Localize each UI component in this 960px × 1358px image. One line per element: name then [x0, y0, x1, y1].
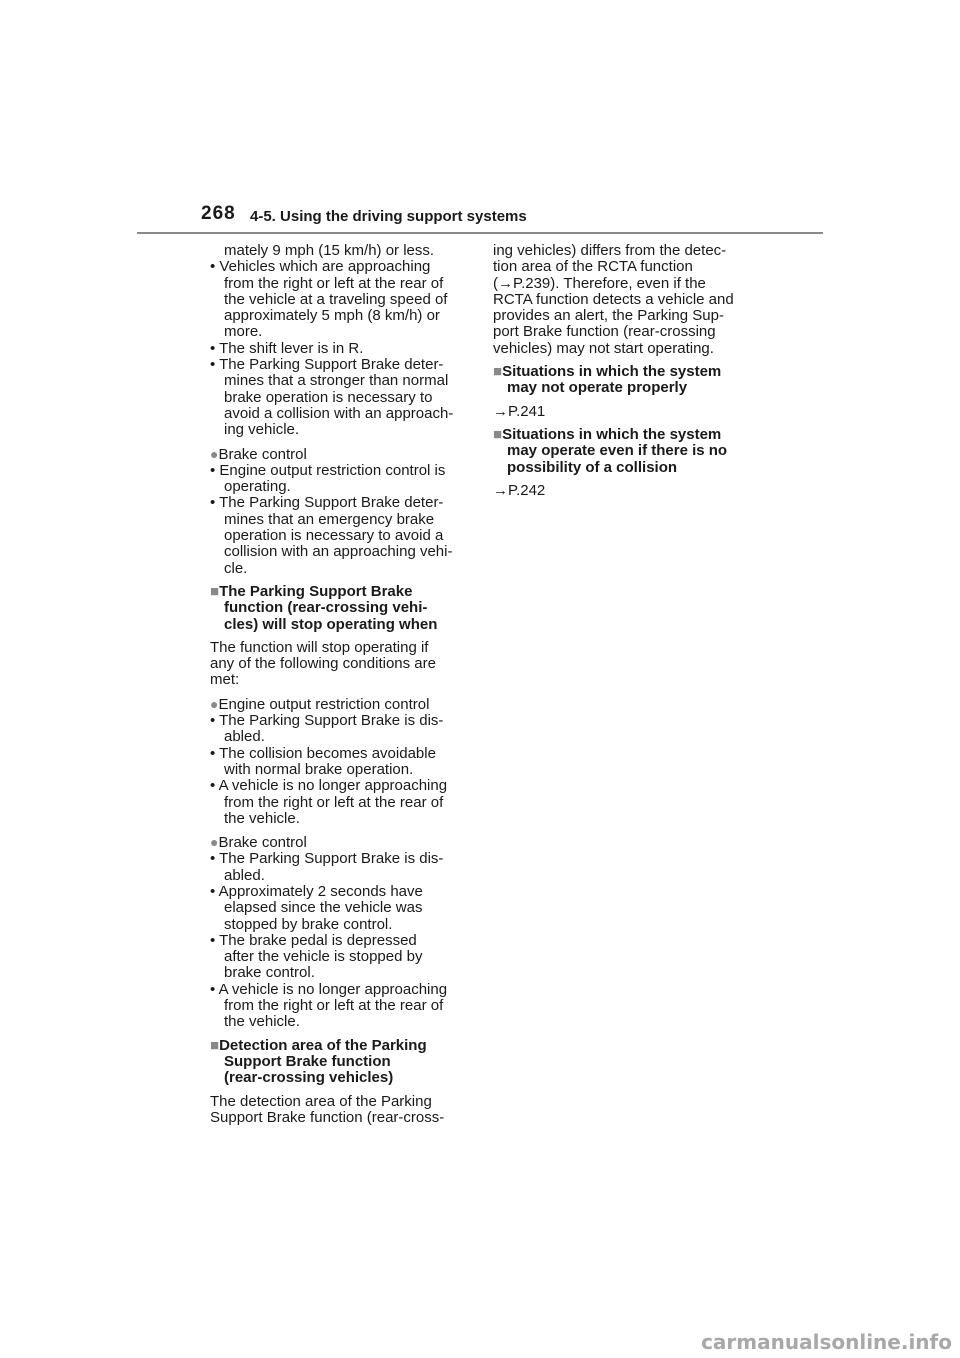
heading-detection-area: ■Detection area of the Parking Support Brake function (rear-crossing vehicles)	[210, 1036, 427, 1087]
square-bullet-icon: ■	[493, 363, 503, 381]
bullet-item: • The collision becomes avoidable with normal brake operation.	[210, 744, 436, 778]
section-title: 4-5. Using the driving support systems	[250, 208, 527, 225]
heading-may-not-operate: ■Situations in which the system may not operate properly	[493, 363, 722, 397]
bullet-item: • Engine output restriction control is operating.	[210, 461, 446, 496]
paragraph: The function will stop operating if any of the following conditions are met:	[210, 638, 436, 689]
left-column	[210, 243, 472, 1126]
page-reference-link[interactable]: →P.241	[493, 402, 546, 420]
bullet-item: • The Parking Support Brake deter- mines that a stronger than normal brake operation is necessary to avoid a collision with an approach- ing vehicle.	[210, 356, 454, 439]
page-reference-link[interactable]: →P.242	[493, 481, 546, 499]
subheading-brake-control: ●Brake control	[210, 445, 307, 463]
square-bullet-icon: ■	[210, 1036, 220, 1054]
bullet-item: • The shift lever is in R.	[210, 339, 364, 357]
subheading-engine-output: ●Engine output restriction control	[210, 695, 430, 713]
bullet-item: • The Parking Support Brake deter- mines that an emergency brake operation is necessary to avoid a collision with an approaching vehi- cle.	[210, 494, 453, 577]
bullet-item: • A vehicle is no longer approaching from the right or left at the rear of the vehicle.	[210, 980, 448, 1031]
bullet-item: • The Parking Support Brake is dis- abled.	[210, 712, 444, 746]
bullet-item: • Vehicles which are approaching from the right or left at the rear of the vehicle at a traveling speed of approximately 5 mph (8 km/h) or more.	[210, 258, 448, 341]
watermark: carmanualsonline.info	[701, 1330, 952, 1354]
circle-bullet-icon: ●	[210, 695, 219, 712]
page-number: 268	[201, 203, 236, 224]
heading-may-operate: ■Situations in which the system may operate even if there is no possibility of a collision	[493, 425, 728, 476]
square-bullet-icon: ■	[210, 582, 220, 600]
paragraph: The detection area of the Parking Support Brake function (rear-cross-	[210, 1092, 445, 1126]
paragraph: ing vehicles) differs from the detec- tion area of the RCTA function (→P.239). Therefore, even if the RCTA function detects a vehicle and provides an alert, the Parking Sup- port Brake function (rear-crossing vehicles) may not start operating.	[493, 242, 734, 357]
bullet-item: • The Parking Support Brake is dis- abled.	[210, 850, 444, 884]
subheading-brake-control: ●Brake control	[210, 834, 307, 852]
header-rule	[137, 232, 823, 234]
bullet-item: • Approximately 2 seconds have elapsed since the vehicle was stopped by brake control.	[210, 882, 423, 933]
bullet-item: • A vehicle is no longer approaching from the right or left at the rear of the vehicle.	[210, 777, 448, 827]
circle-bullet-icon: ●	[210, 834, 219, 851]
continued-line: mately 9 mph (15 km/h) or less.	[224, 242, 435, 259]
bullet-item: • The brake pedal is depressed after the vehicle is stopped by brake control.	[210, 931, 423, 982]
heading-stop-operating: ■The Parking Support Brake function (rear-crossing vehi- cles) will stop operating when	[210, 582, 438, 633]
right-column	[493, 243, 755, 499]
circle-bullet-icon: ●	[210, 445, 219, 462]
square-bullet-icon: ■	[493, 425, 503, 443]
